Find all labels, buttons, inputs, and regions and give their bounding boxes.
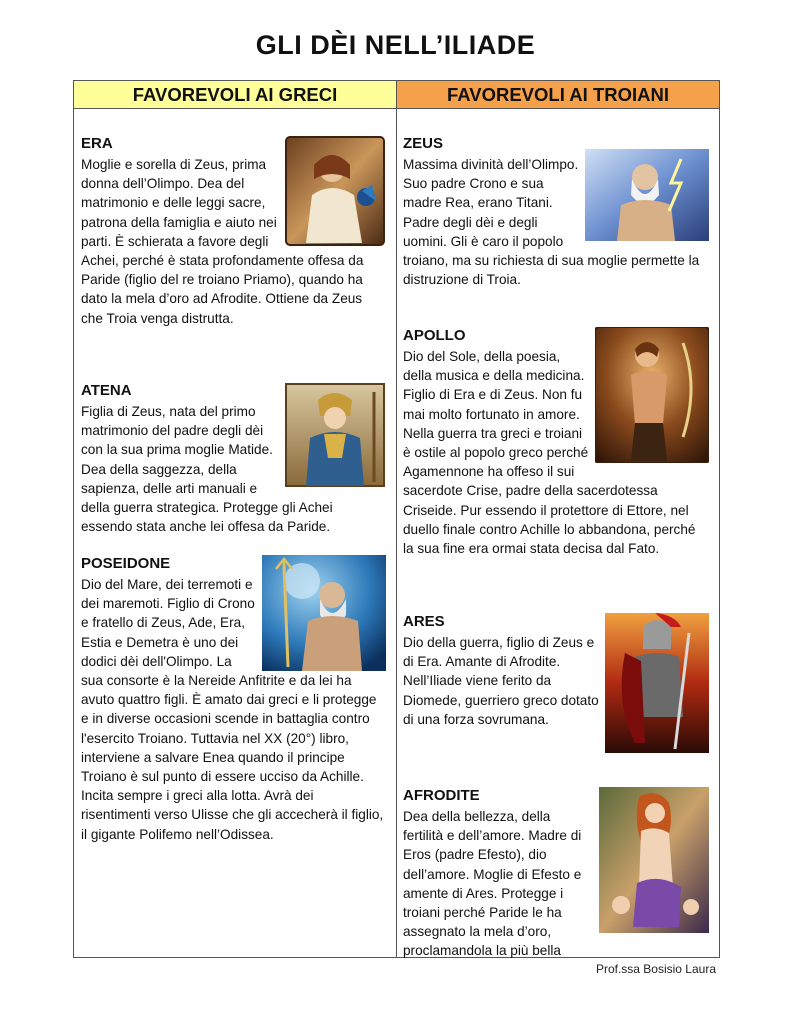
- column-divider: [396, 81, 397, 957]
- god-zeus: [403, 134, 709, 289]
- god-apollo-name: APOLLO: [403, 327, 466, 344]
- afrodite-image: [599, 787, 709, 933]
- god-era: [81, 134, 386, 328]
- god-atena: [81, 381, 386, 536]
- god-era-name: ERA: [81, 135, 113, 152]
- god-apollo: [403, 326, 709, 558]
- god-zeus-text: Massima divinità dell’Olimpo. Suo padre Crono e sua madre Rea, erano Titani. Padre degli dèi e degli uomini. Gli è caro il popolo troiano, ma su richiesta di sua moglie permette la distruzione di Troia.: [403, 157, 700, 288]
- god-ares-text: Dio della guerra, figlio di Zeus e di Era. Amante di Afrodite. Nell’Iliade viene ferito da Diomede, guerriero greco dotato di una forza sovrumana.: [403, 635, 599, 727]
- era-image: [284, 135, 386, 247]
- god-atena-text: Figlia di Zeus, nata del primo matrimonio del padre degli dèi con la sua prima moglie Matide. Dea della saggezza, della sapienza, delle arti manuali e della guerra strategica. Protegge gli Achei essendo stata anche lei offesa da Paride.: [81, 404, 333, 535]
- god-ares: [403, 612, 709, 753]
- god-afrodite-name: AFRODITE: [403, 787, 480, 804]
- god-ares-name: ARES: [403, 613, 445, 630]
- header-greci: FAVOREVOLI AI GRECI: [74, 81, 396, 109]
- god-apollo-text: Dio del Sole, della poesia, della musica e della medicina. Figlio di Era e di Zeus. Non fu mai molto fortunato in amore. Nella guerra tra greci e troiani è ostile al popolo greco perché Agamennone ha offeso il sui sacerdote Crise, padre della sacerdotessa Criseide. Pur essendo il protettore di Ettore, nel duello finale contro Achille lo abbandona, perché la sua fine era ormai stata decisa dal Fato.: [403, 349, 696, 557]
- god-era-text: Moglie e sorella di Zeus, prima donna dell’Olimpo. Dea del matrimonio e delle leggi sacre, patrona della famiglia e aiuto nei parti. È schierata a favore degli Achei, perché è stata profondamente offesa da Paride (figlio del re troiano Priamo), quando ha dato la mela d’oro ad Afrodite. Ottiene da Zeus che Troia venga distrutta.: [81, 157, 364, 326]
- author-footer: Prof.ssa Bosisio Laura: [595, 962, 716, 976]
- god-poseidone-text: Dio del Mare, dei terremoti e dei maremoti. Figlio di Crono e fratello di Zeus, Ade, Era, Estia e Demetra è uno dei dodici dèi dell'Olimpo. La sua consorte è la Nereide Anfitrite e da lei ha avuto quattro figli. È amato dai greci e li protegge e in diverse occasioni scende in battaglia contro l'esercito Troiano. Tuttavia nel XX (20°) libro, interviene a salvare Enea quando il principe Troiano è sul punto di essere ucciso da Achille. Incita sempre i greci alla lotta. Avrà dei risentimenti verso Ulisse che gli accecherà il figlio, il gigante Polifemo nell’Odissea.: [81, 577, 384, 842]
- god-atena-name: ATENA: [81, 382, 132, 399]
- page-title: GLI DÈI NELL’ILIADE: [255, 30, 536, 60]
- god-poseidone: [81, 554, 386, 844]
- god-afrodite-text: Dea della bellezza, della fertilità e dell’amore. Madre di Eros (padre Efesto), dio dell’amore. Moglie di Efesto e amente di Ares. Protegge i troiani perché Paride le ha assegnato la mela d’oro, proclamandola la più bella: [403, 809, 582, 959]
- header-troiani: FAVOREVOLI AI TROIANI: [397, 81, 719, 109]
- gods-table: [73, 80, 720, 958]
- atena-image: [284, 382, 386, 488]
- god-afrodite: [403, 786, 709, 961]
- zeus-image: [585, 149, 709, 241]
- god-zeus-name: ZEUS: [403, 135, 444, 152]
- god-poseidone-name: POSEIDONE: [81, 555, 171, 572]
- poseidone-image: [262, 555, 386, 671]
- ares-image: [605, 613, 709, 753]
- apollo-image: [595, 327, 709, 463]
